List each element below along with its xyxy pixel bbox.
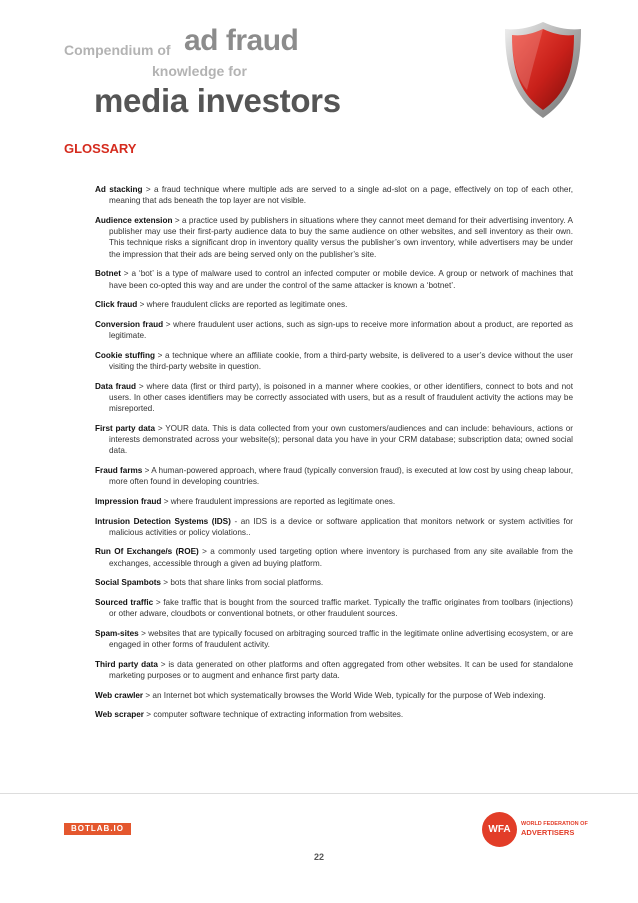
glossary-definition: > websites that are typically focused on arbitraging sourced traffic in the legitimate online advertising ecosystem, or are engaged in other forms of fraudulent activity.: [109, 628, 573, 650]
header: [0, 0, 638, 130]
glossary-entry: [95, 690, 573, 701]
glossary-term: Sourced traffic: [95, 597, 154, 607]
page-number: 22: [313, 852, 324, 862]
glossary-term: Third party data: [95, 659, 158, 669]
glossary-definition: > computer software technique of extracting information from websites.: [144, 710, 404, 720]
glossary-definition: - an IDS is a device or software application that monitors network or system activities for malicious activities or policy violations..: [109, 516, 574, 537]
glossary-definition: > bots that share links from social platforms.: [160, 578, 324, 588]
glossary-term: Ad stacking: [95, 185, 143, 194]
footer-divider: [0, 793, 638, 794]
glossary-entry: [95, 516, 573, 539]
glossary-definition: > where fraudulent clicks are reported as legitimate ones.: [137, 300, 348, 310]
glossary-entry: [95, 215, 573, 260]
glossary-list: [95, 184, 573, 729]
section-title: GLOSSARY: [64, 141, 137, 156]
glossary-entry: [95, 597, 573, 620]
glossary-entry: [95, 546, 573, 569]
glossary-term: Spam-sites: [95, 628, 139, 638]
glossary-definition: > where fraudulent impressions are reported as legitimate ones.: [161, 496, 396, 506]
glossary-definition: > a ‘bot’ is a type of malware used to control an infected computer or mobile device. A group or network of machines that have been co-opted this way and are under the control of the same attacker is known a ‘botnet’.: [109, 269, 573, 290]
botlab-logo-text: BOTLAB.IO: [71, 824, 124, 833]
glossary-entry: [95, 577, 573, 588]
glossary-entry: [95, 319, 573, 342]
glossary-term: Conversion fraud: [95, 319, 164, 329]
glossary-term: Cookie stuffing: [95, 350, 155, 360]
glossary-term: First party data: [95, 423, 156, 433]
glossary-entry: [95, 268, 573, 291]
glossary-definition: > fake traffic that is bought from the sourced traffic market. Typically the traffic originates from toolbars (injections) or other adware, cloudbots or conventional botnets, or other fraudulent sources.: [109, 597, 573, 619]
glossary-entry: [95, 628, 573, 651]
glossary-term: Social Spambots: [95, 578, 161, 588]
glossary-entry: [95, 465, 573, 488]
glossary-definition: > a practice used by publishers in situations where they cannot meet demand for their advertising inventory. A publisher may use their first-party audience data to buy the same audience on other websites, and sell inventory as their own. This technique risks a significant drop in inventory quality versus the publisher’s own inventory, while advertisers may be under the impression that their ads are being served only on the publisher’s site.: [109, 215, 573, 259]
glossary-entry: [95, 381, 573, 415]
glossary-term: Impression fraud: [95, 496, 162, 506]
title-media-investors: media investors: [94, 82, 341, 119]
glossary-entry: [95, 184, 573, 207]
glossary-term: Intrusion Detection Systems (IDS): [95, 516, 231, 526]
glossary-definition: > a technique where an affiliate cookie, from a third-party website, is delivered to a user’s device without the user visiting the third-party website in question.: [109, 350, 573, 372]
glossary-definition: > a fraud technique where multiple ads are served to a single ad-slot on a page, effectively on top of each other, meaning that ads beneath the top layer are not visible.: [109, 185, 573, 206]
wfa-line2: ADVERTISERS: [521, 828, 575, 837]
glossary-term: Botnet: [95, 269, 121, 279]
wfa-logo: [482, 812, 588, 848]
glossary-definition: > A human-powered approach, where fraud (typically conversion fraud), is executed at low cost by using cheap labour, more often found in developing countries.: [109, 466, 573, 487]
glossary-term: Data fraud: [95, 381, 137, 391]
glossary-definition: > YOUR data. This is data collected from your own customers/audiences and can include: behaviours, actions or interests demonstrated across your website(s); personal data you have in your CRM database; subscription data; owned social data.: [109, 423, 573, 456]
glossary-entry: [95, 709, 573, 720]
glossary-term: Audience extension: [95, 215, 173, 225]
glossary-entry: [95, 350, 573, 373]
glossary-term: Web scraper: [95, 710, 144, 720]
shield-icon: [503, 20, 583, 120]
wfa-badge: WFA: [482, 812, 517, 847]
botlab-logo: [64, 823, 131, 835]
glossary-term: Web crawler: [95, 690, 144, 700]
title-compendium-of: Compendium of: [64, 42, 171, 58]
wfa-line1: WORLD FEDERATION OF: [521, 821, 588, 827]
glossary-definition: > where fraudulent user actions, such as sign-ups to receive more information about a product, are reported as legitimate.: [109, 319, 573, 341]
glossary-entry: [95, 496, 573, 507]
glossary-term: Run Of Exchange/s (ROE): [95, 547, 199, 557]
title-ad-fraud: ad fraud: [184, 24, 299, 57]
glossary-entry: [95, 659, 573, 682]
glossary-term: Click fraud: [95, 300, 138, 310]
glossary-definition: > is data generated on other platforms and often aggregated from other websites. It can be used for standalone marketing purposes or to augment and enhance first party data.: [109, 659, 574, 680]
glossary-definition: > an Internet bot which systematically browses the World Wide Web, typically for the purpose of Web indexing.: [143, 690, 546, 700]
glossary-definition: > a commonly used targeting option where inventory is purchased from any site available from the exchanges, accessible through a given ad buying platform.: [109, 547, 573, 568]
glossary-definition: > where data (first or third party), is poisoned in a manner where cookies, or other identifiers, connect to bots and not users. In other cases identifiers may be correctly associated with users, but as a result of fraudulent activity the actions may be misreported.: [109, 381, 573, 414]
glossary-entry: [95, 423, 573, 457]
glossary-term: Fraud farms: [95, 466, 143, 476]
glossary-entry: [95, 299, 573, 310]
title-knowledge-for: knowledge for: [152, 63, 247, 79]
